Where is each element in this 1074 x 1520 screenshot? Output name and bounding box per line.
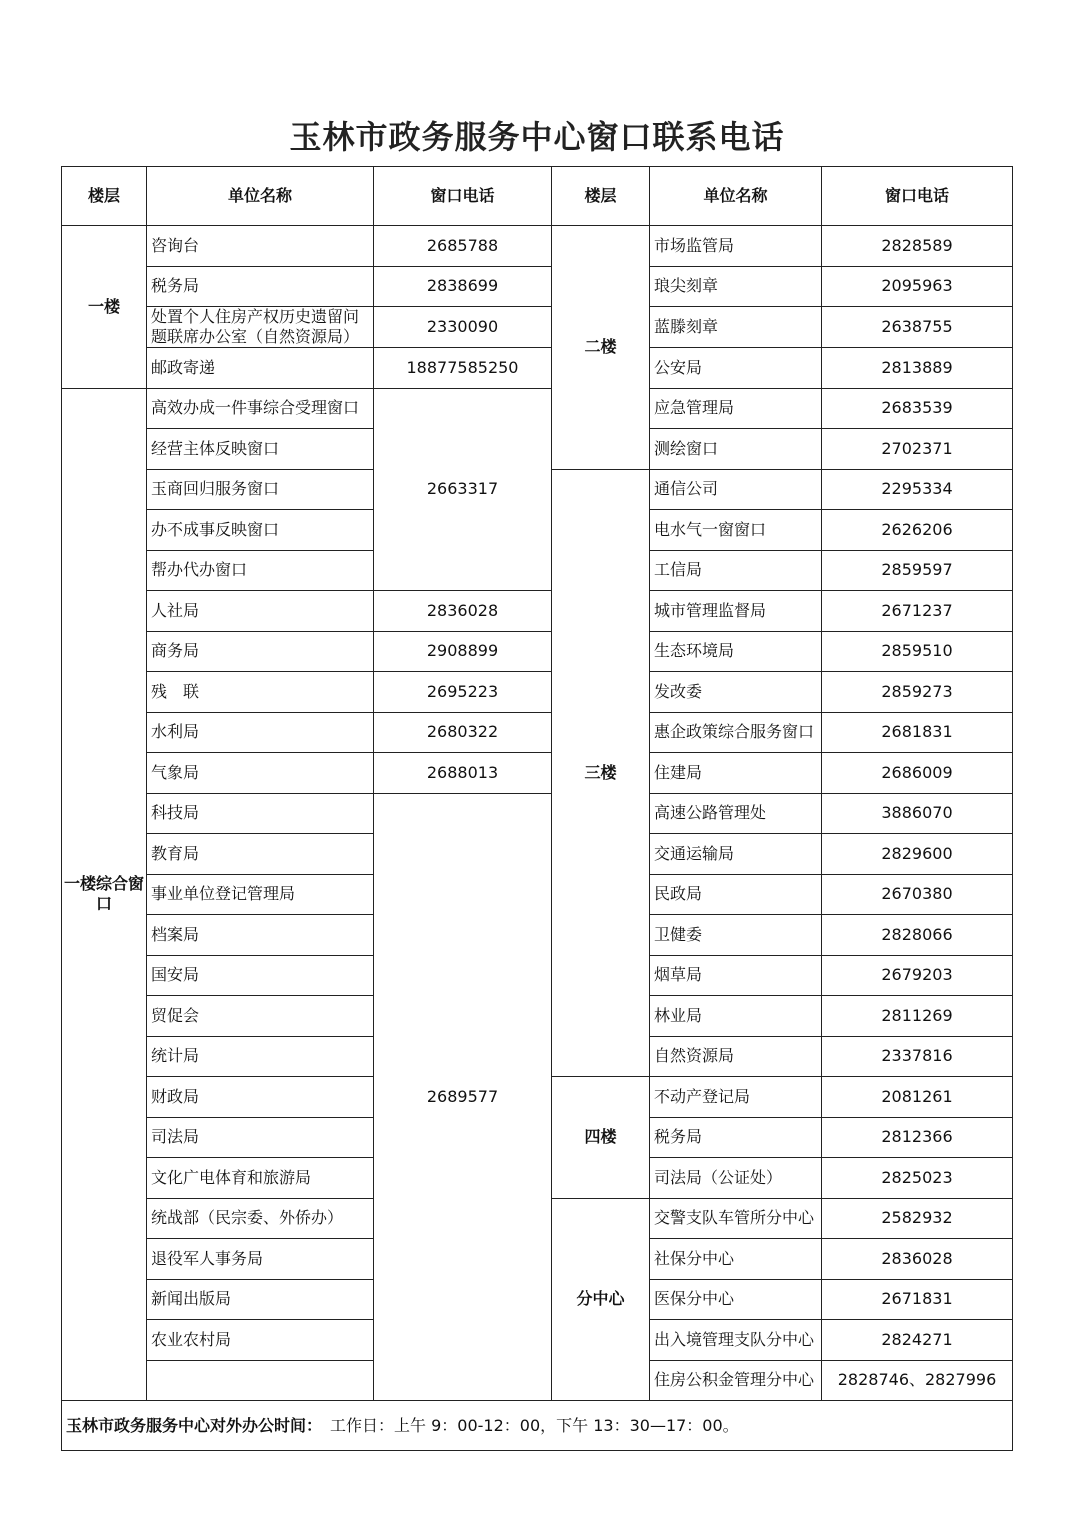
unit-name: 财政局 (147, 1077, 374, 1118)
unit-name: 国安局 (147, 955, 374, 996)
header-floor-right: 楼层 (552, 167, 650, 226)
unit-name: 处置个人住房产权历史遗留问题联席办公室（自然资源局） (147, 307, 374, 348)
unit-name: 新闻出版局 (147, 1279, 374, 1320)
table-row (62, 591, 1013, 632)
table-row (62, 672, 1013, 713)
unit-name: 生态环境局 (650, 631, 822, 672)
unit-name: 烟草局 (650, 955, 822, 996)
unit-name: 交警支队车管所分中心 (650, 1198, 822, 1239)
table-row (62, 348, 1013, 389)
phone-number: 2825023 (822, 1158, 1013, 1199)
office-hours (62, 1401, 1013, 1451)
unit-name: 城市管理监督局 (650, 591, 822, 632)
table-row (62, 307, 1013, 348)
unit-name: 惠企政策综合服务窗口 (650, 712, 822, 753)
header-phone-right: 窗口电话 (822, 167, 1013, 226)
phone-number: 2813889 (822, 348, 1013, 389)
phone-number: 2824271 (822, 1320, 1013, 1361)
phone-number: 2812366 (822, 1117, 1013, 1158)
floor-label-1f-combined: 一楼综合窗口 (62, 388, 147, 1401)
phone-number: 2626206 (822, 510, 1013, 551)
unit-name: 税务局 (650, 1117, 822, 1158)
header-floor-left: 楼层 (62, 167, 147, 226)
unit-name: 玉商回归服务窗口 (147, 469, 374, 510)
unit-name: 办不成事反映窗口 (147, 510, 374, 551)
office-hours-text: 工作日：上午 9：00-12：00，下午 13：30—17：00。 (314, 1415, 739, 1435)
phone-number: 2683539 (822, 388, 1013, 429)
unit-name: 统计局 (147, 1036, 374, 1077)
unit-name: 残 联 (147, 672, 374, 713)
phone-number: 2811269 (822, 996, 1013, 1037)
phone-number: 2081261 (822, 1077, 1013, 1118)
unit-name: 不动产登记局 (650, 1077, 822, 1118)
unit-name: 民政局 (650, 874, 822, 915)
phone-number: 2638755 (822, 307, 1013, 348)
phone-number: 2908899 (374, 631, 552, 672)
table-row (62, 712, 1013, 753)
unit-name: 司法局 (147, 1117, 374, 1158)
phone-number: 2679203 (822, 955, 1013, 996)
table-row (62, 388, 1013, 429)
phone-number: 2582932 (822, 1198, 1013, 1239)
unit-name: 气象局 (147, 753, 374, 794)
unit-name: 琅尖刻章 (650, 266, 822, 307)
phone-number: 2681831 (822, 712, 1013, 753)
unit-name: 人社局 (147, 591, 374, 632)
unit-name: 税务局 (147, 266, 374, 307)
unit-name: 帮办代办窗口 (147, 550, 374, 591)
unit-name: 农业农村局 (147, 1320, 374, 1361)
unit-name: 科技局 (147, 793, 374, 834)
unit-name: 高速公路管理处 (650, 793, 822, 834)
unit-name: 蓝滕刻章 (650, 307, 822, 348)
unit-name: 工信局 (650, 550, 822, 591)
phone-number: 2295334 (822, 469, 1013, 510)
phone-number: 2828589 (822, 226, 1013, 267)
phone-number: 2828066 (822, 915, 1013, 956)
unit-name: 教育局 (147, 834, 374, 875)
unit-name: 应急管理局 (650, 388, 822, 429)
table-row (62, 631, 1013, 672)
phone-number: 2337816 (822, 1036, 1013, 1077)
phone-number: 2859597 (822, 550, 1013, 591)
unit-name: 交通运输局 (650, 834, 822, 875)
unit-name: 电水气一窗窗口 (650, 510, 822, 551)
unit-name: 司法局（公证处） (650, 1158, 822, 1199)
unit-name: 自然资源局 (650, 1036, 822, 1077)
unit-name: 高效办成一件事综合受理窗口 (147, 388, 374, 429)
phone-number: 2859510 (822, 631, 1013, 672)
unit-name: 水利局 (147, 712, 374, 753)
unit-name: 医保分中心 (650, 1279, 822, 1320)
unit-name: 社保分中心 (650, 1239, 822, 1280)
table-row (62, 226, 1013, 267)
header-phone-left: 窗口电话 (374, 167, 552, 226)
phone-number: 18877585250 (374, 348, 552, 389)
phone-number: 2671237 (822, 591, 1013, 632)
phone-number: 2680322 (374, 712, 552, 753)
unit-name: 咨询台 (147, 226, 374, 267)
unit-name: 卫健委 (650, 915, 822, 956)
contact-table (61, 166, 1013, 1451)
phone-number: 2671831 (822, 1279, 1013, 1320)
floor-label-floor2: 二楼 (552, 226, 650, 470)
unit-name: 林业局 (650, 996, 822, 1037)
unit-name: 文化广电体育和旅游局 (147, 1158, 374, 1199)
phone-number: 2670380 (822, 874, 1013, 915)
header-unit-right: 单位名称 (650, 167, 822, 226)
header-unit-left: 单位名称 (147, 167, 374, 226)
phone-number: 2838699 (374, 266, 552, 307)
table-row (62, 753, 1013, 794)
unit-name (147, 1360, 374, 1401)
unit-name: 住建局 (650, 753, 822, 794)
unit-name: 商务局 (147, 631, 374, 672)
phone-number: 2688013 (374, 753, 552, 794)
unit-name: 发改委 (650, 672, 822, 713)
phone-number: 2686009 (822, 753, 1013, 794)
floor-label-floor3: 三楼 (552, 469, 650, 1077)
phone-number: 2836028 (374, 591, 552, 632)
unit-name: 住房公积金管理分中心 (650, 1360, 822, 1401)
unit-name: 市场监管局 (650, 226, 822, 267)
phone-number: 2663317 (374, 388, 552, 591)
footer-row (62, 1401, 1013, 1451)
floor-label-floor4: 四楼 (552, 1077, 650, 1199)
phone-number: 2685788 (374, 226, 552, 267)
phone-number: 2828746、2827996 (822, 1360, 1013, 1401)
phone-number: 2836028 (822, 1239, 1013, 1280)
phone-number: 2095963 (822, 266, 1013, 307)
phone-number: 2702371 (822, 429, 1013, 470)
unit-name: 事业单位登记管理局 (147, 874, 374, 915)
phone-number: 2859273 (822, 672, 1013, 713)
phone-number: 2330090 (374, 307, 552, 348)
page-title: 玉林市政务服务中心窗口联系电话 (289, 118, 785, 156)
unit-name: 公安局 (650, 348, 822, 389)
unit-name: 测绘窗口 (650, 429, 822, 470)
phone-number: 2829600 (822, 834, 1013, 875)
table-row (62, 266, 1013, 307)
header-row (62, 167, 1013, 226)
floor-label-branch: 分中心 (552, 1198, 650, 1401)
unit-name: 邮政寄递 (147, 348, 374, 389)
unit-name: 通信公司 (650, 469, 822, 510)
unit-name: 出入境管理支队分中心 (650, 1320, 822, 1361)
unit-name: 档案局 (147, 915, 374, 956)
unit-name: 贸促会 (147, 996, 374, 1037)
phone-number: 2695223 (374, 672, 552, 713)
floor-label-1f: 一楼 (62, 226, 147, 389)
unit-name: 经营主体反映窗口 (147, 429, 374, 470)
phone-number: 2689577 (374, 793, 552, 1401)
unit-name: 统战部（民宗委、外侨办） (147, 1198, 374, 1239)
unit-name: 退役军人事务局 (147, 1239, 374, 1280)
office-hours-label: 玉林市政务服务中心对外办公时间： (66, 1415, 315, 1435)
phone-number: 3886070 (822, 793, 1013, 834)
table-row (62, 793, 1013, 834)
